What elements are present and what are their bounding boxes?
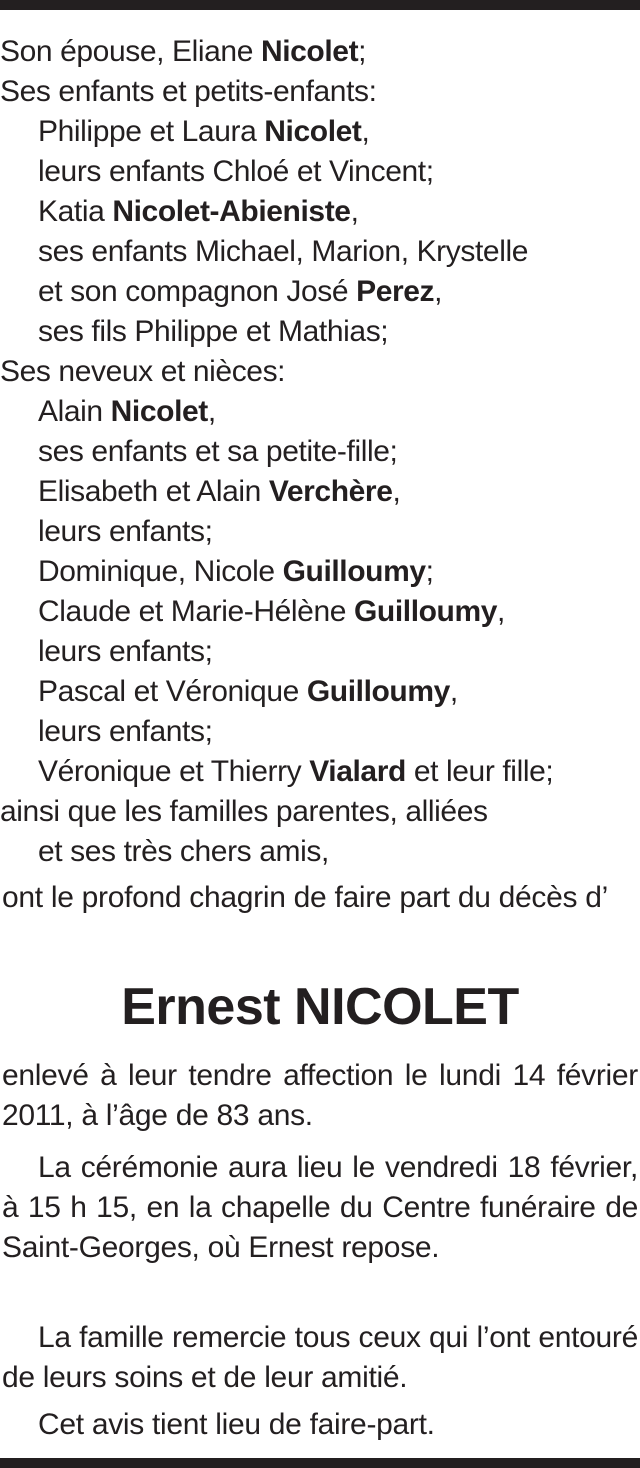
line-text: Katia bbox=[38, 195, 113, 228]
line-text: Son épouse, Eliane bbox=[0, 35, 261, 68]
family-line bbox=[0, 632, 640, 672]
ceremony-text: La cérémonie aura lieu le vendredi 18 février, à 15 h 15, en la chapelle du Centre funéraire de Saint-Georges, où Ernest repose. bbox=[2, 1151, 638, 1264]
surname-text: Verchère bbox=[268, 475, 393, 508]
line-text: leurs enfants; bbox=[38, 515, 213, 548]
family-line bbox=[0, 392, 640, 432]
line-text: Ses enfants et petits-enfants: bbox=[0, 75, 377, 108]
line-text: ses fils Philippe et Mathias; bbox=[38, 315, 389, 348]
family-line bbox=[0, 272, 640, 312]
line-text: Véronique et Thierry bbox=[38, 755, 310, 788]
surname-text: Guilloumy bbox=[282, 555, 426, 588]
line-text: ainsi que les familles parentes, alliées bbox=[0, 795, 488, 828]
family-line bbox=[0, 792, 640, 832]
surname-text: Vialard bbox=[309, 755, 406, 788]
line-text: , bbox=[350, 195, 359, 228]
surname-text: Nicolet-Abieniste bbox=[112, 195, 351, 228]
line-text: , bbox=[497, 595, 505, 628]
surname-text: Nicolet bbox=[264, 115, 362, 148]
line-text: Pascal et Véronique bbox=[38, 675, 307, 708]
line-text: leurs enfants Chloé et Vincent; bbox=[38, 155, 434, 188]
line-text: Ses neveux et nièces: bbox=[0, 355, 286, 388]
top-rule bbox=[0, 0, 640, 10]
bottom-rule bbox=[0, 1458, 640, 1468]
line-text: leurs enfants; bbox=[38, 635, 213, 668]
family-line bbox=[0, 712, 640, 752]
deceased-name: Ernest NICOLET bbox=[121, 978, 519, 1036]
family-line bbox=[0, 232, 640, 272]
line-text: Philippe et Laura bbox=[38, 115, 265, 148]
line-text: ses enfants et sa petite-fille; bbox=[38, 435, 398, 468]
surname-text: Perez bbox=[356, 275, 435, 308]
family-line bbox=[0, 752, 640, 792]
family-line bbox=[0, 672, 640, 712]
announcement-text: ont le profond chagrin de faire part du décès d’ bbox=[2, 881, 609, 914]
family-line bbox=[0, 112, 640, 152]
line-text: Claude et Marie-Hélène bbox=[38, 595, 354, 628]
surname-text: Guilloumy bbox=[353, 595, 498, 628]
surname-text: Nicolet bbox=[110, 395, 208, 428]
line-text: , bbox=[361, 115, 370, 148]
family-line bbox=[0, 592, 640, 632]
family-line bbox=[0, 352, 640, 392]
line-text: leurs enfants; bbox=[38, 715, 213, 748]
surname-text: Guilloumy bbox=[306, 675, 450, 708]
line-text: , bbox=[449, 675, 458, 708]
line-text: Elisabeth et Alain bbox=[38, 475, 269, 508]
line-text: et son compagnon José bbox=[38, 275, 357, 308]
death-details-text: enlevé à leur tendre affection le lundi 14 février 2011, à l’âge de 83 ans. bbox=[2, 1059, 638, 1132]
line-text: Dominique, Nicole bbox=[38, 555, 283, 588]
line-text: et leur fille; bbox=[405, 755, 554, 788]
line-text: ; bbox=[358, 35, 367, 68]
family-line bbox=[0, 472, 640, 512]
line-text: ses enfants Michael, Marion, Krystelle bbox=[38, 235, 529, 268]
family-line bbox=[0, 192, 640, 232]
line-text: Alain bbox=[38, 395, 111, 428]
family-line bbox=[0, 432, 640, 472]
family-line bbox=[0, 552, 640, 592]
family-list bbox=[0, 32, 640, 872]
family-line bbox=[0, 32, 640, 72]
family-line bbox=[0, 832, 640, 872]
family-line bbox=[0, 72, 640, 112]
family-line bbox=[0, 512, 640, 552]
line-text: , bbox=[207, 395, 216, 428]
thanks-text: La famille remercie tous ceux qui l’ont entouré de leurs soins et de leur amitié. bbox=[2, 1321, 638, 1394]
notice-text: Cet avis tient lieu de faire-part. bbox=[38, 1408, 435, 1441]
family-line bbox=[0, 312, 640, 352]
family-line bbox=[0, 152, 640, 192]
line-text: et ses très chers amis, bbox=[38, 835, 329, 868]
line-text: , bbox=[392, 475, 401, 508]
surname-text: Nicolet bbox=[260, 35, 359, 68]
line-text: , bbox=[434, 275, 443, 308]
line-text: ; bbox=[425, 555, 434, 588]
